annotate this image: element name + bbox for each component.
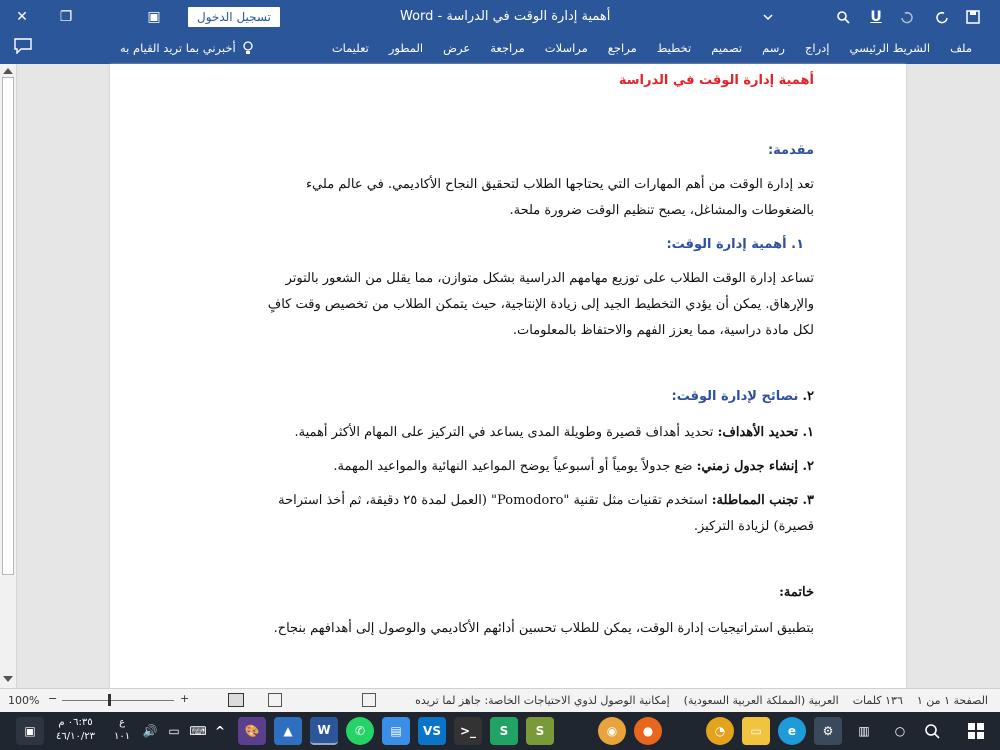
ribbon-tab-6[interactable]: مراجع — [607, 41, 637, 55]
tip-2 — [214, 454, 814, 480]
tip-1-text: تحديد أهداف قصيرة وطويلة المدى يساعد في التركيز على المهام الأكثر أهمية. — [294, 425, 718, 440]
conclusion-text: بتطبيق استراتيجيات إدارة الوقت، يمكن للطلاب تحسين أدائهم الأكاديمي والوصول إلى أهدافهم بنجاح. — [273, 621, 814, 636]
app-vscode-icon[interactable] — [418, 717, 446, 745]
ribbon-tabs — [0, 34, 1000, 64]
app-photos-icon[interactable]: ▲ — [274, 717, 302, 745]
document-page[interactable] — [110, 64, 906, 688]
app-notepad-icon[interactable]: ▤ — [382, 717, 410, 745]
focus-mode-icon[interactable] — [362, 693, 376, 707]
scroll-down-icon[interactable] — [3, 676, 13, 682]
undo-icon[interactable] — [932, 6, 954, 28]
pen-icon[interactable]: ⌨ — [189, 724, 207, 738]
intro-heading: مقدمة: — [767, 143, 814, 158]
tip-3 — [214, 488, 814, 514]
start-icon[interactable] — [962, 717, 990, 745]
zoom-slider-knob[interactable] — [108, 694, 111, 706]
zoom-in-button[interactable]: + — [180, 692, 190, 705]
signin-button[interactable]: تسجيل الدخول — [188, 7, 280, 27]
ribbon-tab-0[interactable]: ملف — [950, 41, 972, 55]
doc-title: أهمية إدارة الوقت في الدراسة — [618, 73, 814, 88]
clock-date: ٤٦/١٠/٢٣ — [56, 731, 95, 742]
input-language[interactable] — [114, 716, 130, 744]
read-mode-icon[interactable] — [268, 693, 282, 707]
conclusion-heading: خاتمة: — [779, 585, 814, 600]
ribbon-tab-11[interactable]: تعليمات — [331, 41, 369, 55]
section2-title: نصائح لإدارة الوقت: — [671, 389, 799, 404]
app-sheets-label: S — [499, 724, 509, 738]
app-settings-icon[interactable]: ⚙ — [814, 717, 842, 745]
app-edge-icon[interactable]: e — [778, 717, 806, 745]
app-paint-icon[interactable]: 🎨 — [238, 717, 266, 745]
app-slides-label: S — [535, 724, 545, 738]
vertical-scrollbar[interactable] — [0, 64, 17, 688]
task-view-icon[interactable]: ▥ — [858, 724, 870, 738]
app-word-label: W — [317, 723, 331, 737]
tip-1-label: ١. تحديد الأهداف: — [717, 425, 814, 440]
tip-2-text: ضع جدولاً يومياً أو أسبوعياً يوضح المواعيد النهائية والمواعيد المهمة. — [333, 459, 697, 474]
app-firefox-icon[interactable]: ● — [634, 717, 662, 745]
redo-icon[interactable] — [896, 6, 916, 28]
tip-1 — [214, 420, 814, 446]
ribbon-display-options-icon[interactable]: ▣ — [147, 9, 161, 25]
notification-icon[interactable]: ▣ — [16, 717, 44, 745]
input-language-sub: ١٠١ — [114, 731, 131, 742]
app-whatsapp-icon[interactable]: ✆ — [346, 717, 374, 745]
tip-3-text: استخدم تقنيات مثل تقنية "Pomodoro" (العمل لمدة ٢٥ دقيقة، ثم أخذ استراحة — [278, 493, 712, 508]
close-icon[interactable]: ✕ — [16, 9, 28, 25]
word-count[interactable]: ١٣٦ كلمات — [852, 694, 903, 707]
ribbon-tab-8[interactable]: مراجعة — [490, 41, 525, 55]
ribbon-tab-4[interactable]: تصميم — [711, 41, 743, 55]
ribbon-tab-7[interactable]: مراسلات — [544, 41, 588, 55]
app-word-icon[interactable] — [310, 717, 338, 745]
network-icon[interactable]: ▭ — [168, 724, 180, 738]
tip-2-label: ٢. إنشاء جدول زمني: — [696, 459, 814, 474]
tip-3-line-2: قصيرة) لزيادة التركيز. — [693, 519, 814, 534]
app-slides-icon[interactable] — [526, 717, 554, 745]
volume-icon[interactable]: 🔊 — [142, 724, 158, 738]
cortana-icon[interactable]: ○ — [894, 724, 906, 738]
app-sheets-icon[interactable] — [490, 717, 518, 745]
print-layout-icon[interactable] — [228, 693, 244, 707]
section1-heading: ١. أهمية إدارة الوقت: — [666, 237, 804, 252]
title-bar — [0, 0, 1000, 34]
accessibility-status[interactable]: إمكانية الوصول لذوي الاحتياجات الخاصة: جاهز لما تريده — [415, 694, 670, 707]
comments-icon[interactable] — [14, 38, 32, 54]
show-hidden-icons[interactable]: ^ — [214, 724, 226, 738]
section1-line-1: تساعد إدارة الوقت الطلاب على توزيع مهامهم الدراسية بشكل متوازن، مما يقلل من الشعور بالتوتر — [285, 271, 814, 286]
scroll-thumb[interactable] — [2, 77, 14, 575]
underline-icon[interactable]: U — [870, 9, 882, 25]
section1-line-2: والإرهاق. يمكن أن يؤدي التخطيط الجيد إلى زيادة الإنتاجية، حيث يتمكن الطلاب من تخصيص وقت كافٍ — [267, 297, 814, 312]
app-vscode-label: VS — [423, 724, 441, 738]
zoom-out-button[interactable]: − — [48, 692, 58, 705]
clock-time: ٠٦:٣٥ م — [58, 717, 93, 728]
page-count[interactable]: الصفحة ١ من ١ — [916, 694, 988, 707]
zoom-slider[interactable] — [62, 700, 174, 701]
find-icon[interactable] — [832, 6, 854, 28]
save-icon[interactable] — [962, 6, 984, 28]
search-icon[interactable] — [918, 717, 946, 745]
customize-qat-icon[interactable] — [760, 6, 776, 28]
clock[interactable] — [56, 716, 95, 744]
tell-me-label: أخبرني بما تريد القيام به — [120, 41, 236, 55]
taskbar — [0, 712, 1000, 750]
app-chrome-icon[interactable]: ◉ — [598, 717, 626, 745]
ribbon-tab-1[interactable]: الشريط الرئيسي — [849, 41, 931, 55]
ribbon-tab-9[interactable]: عرض — [443, 41, 471, 55]
intro-line-1: تعد إدارة الوقت من أهم المهارات التي يحتاجها الطلاب لتحقيق النجاح الأكاديمي. في عالم مليء — [305, 177, 814, 192]
restore-icon[interactable]: ❐ — [59, 9, 73, 25]
scroll-up-icon[interactable] — [3, 68, 13, 74]
ribbon-tab-2[interactable]: إدراج — [804, 41, 830, 55]
intro-line-2: بالضغوطات والمشاغل، يصبح تنظيم الوقت ضرورة ملحة. — [509, 203, 814, 218]
language-indicator[interactable]: العربية (المملكة العربية السعودية) — [683, 694, 839, 707]
ribbon-tab-3[interactable]: رسم — [762, 41, 785, 55]
ribbon-tab-list — [322, 41, 982, 55]
tell-me-box[interactable] — [120, 41, 254, 55]
app-vpn-icon[interactable]: ◔ — [706, 717, 734, 745]
status-right — [415, 694, 988, 707]
document-title: أهمية إدارة الوقت في الدراسة - Word — [400, 9, 611, 24]
ribbon-tab-10[interactable]: المطور — [388, 41, 424, 55]
status-bar — [0, 688, 1000, 712]
input-language-label: ع — [119, 717, 126, 728]
tip-3-label: ٣. تجنب المماطلة: — [711, 493, 814, 508]
section2-number: ٢. — [802, 389, 814, 404]
ribbon-tab-5[interactable]: تخطيط — [656, 41, 692, 55]
zoom-level[interactable]: 100% — [8, 694, 40, 707]
app-explorer-icon[interactable]: ▭ — [742, 717, 770, 745]
lightbulb-icon — [242, 41, 254, 55]
section2-heading — [214, 384, 814, 410]
app-terminal-icon[interactable]: >_ — [454, 717, 482, 745]
section1-line-3: لكل مادة دراسية، مما يعزز الفهم والاحتفاظ بالمعلومات. — [512, 323, 814, 338]
